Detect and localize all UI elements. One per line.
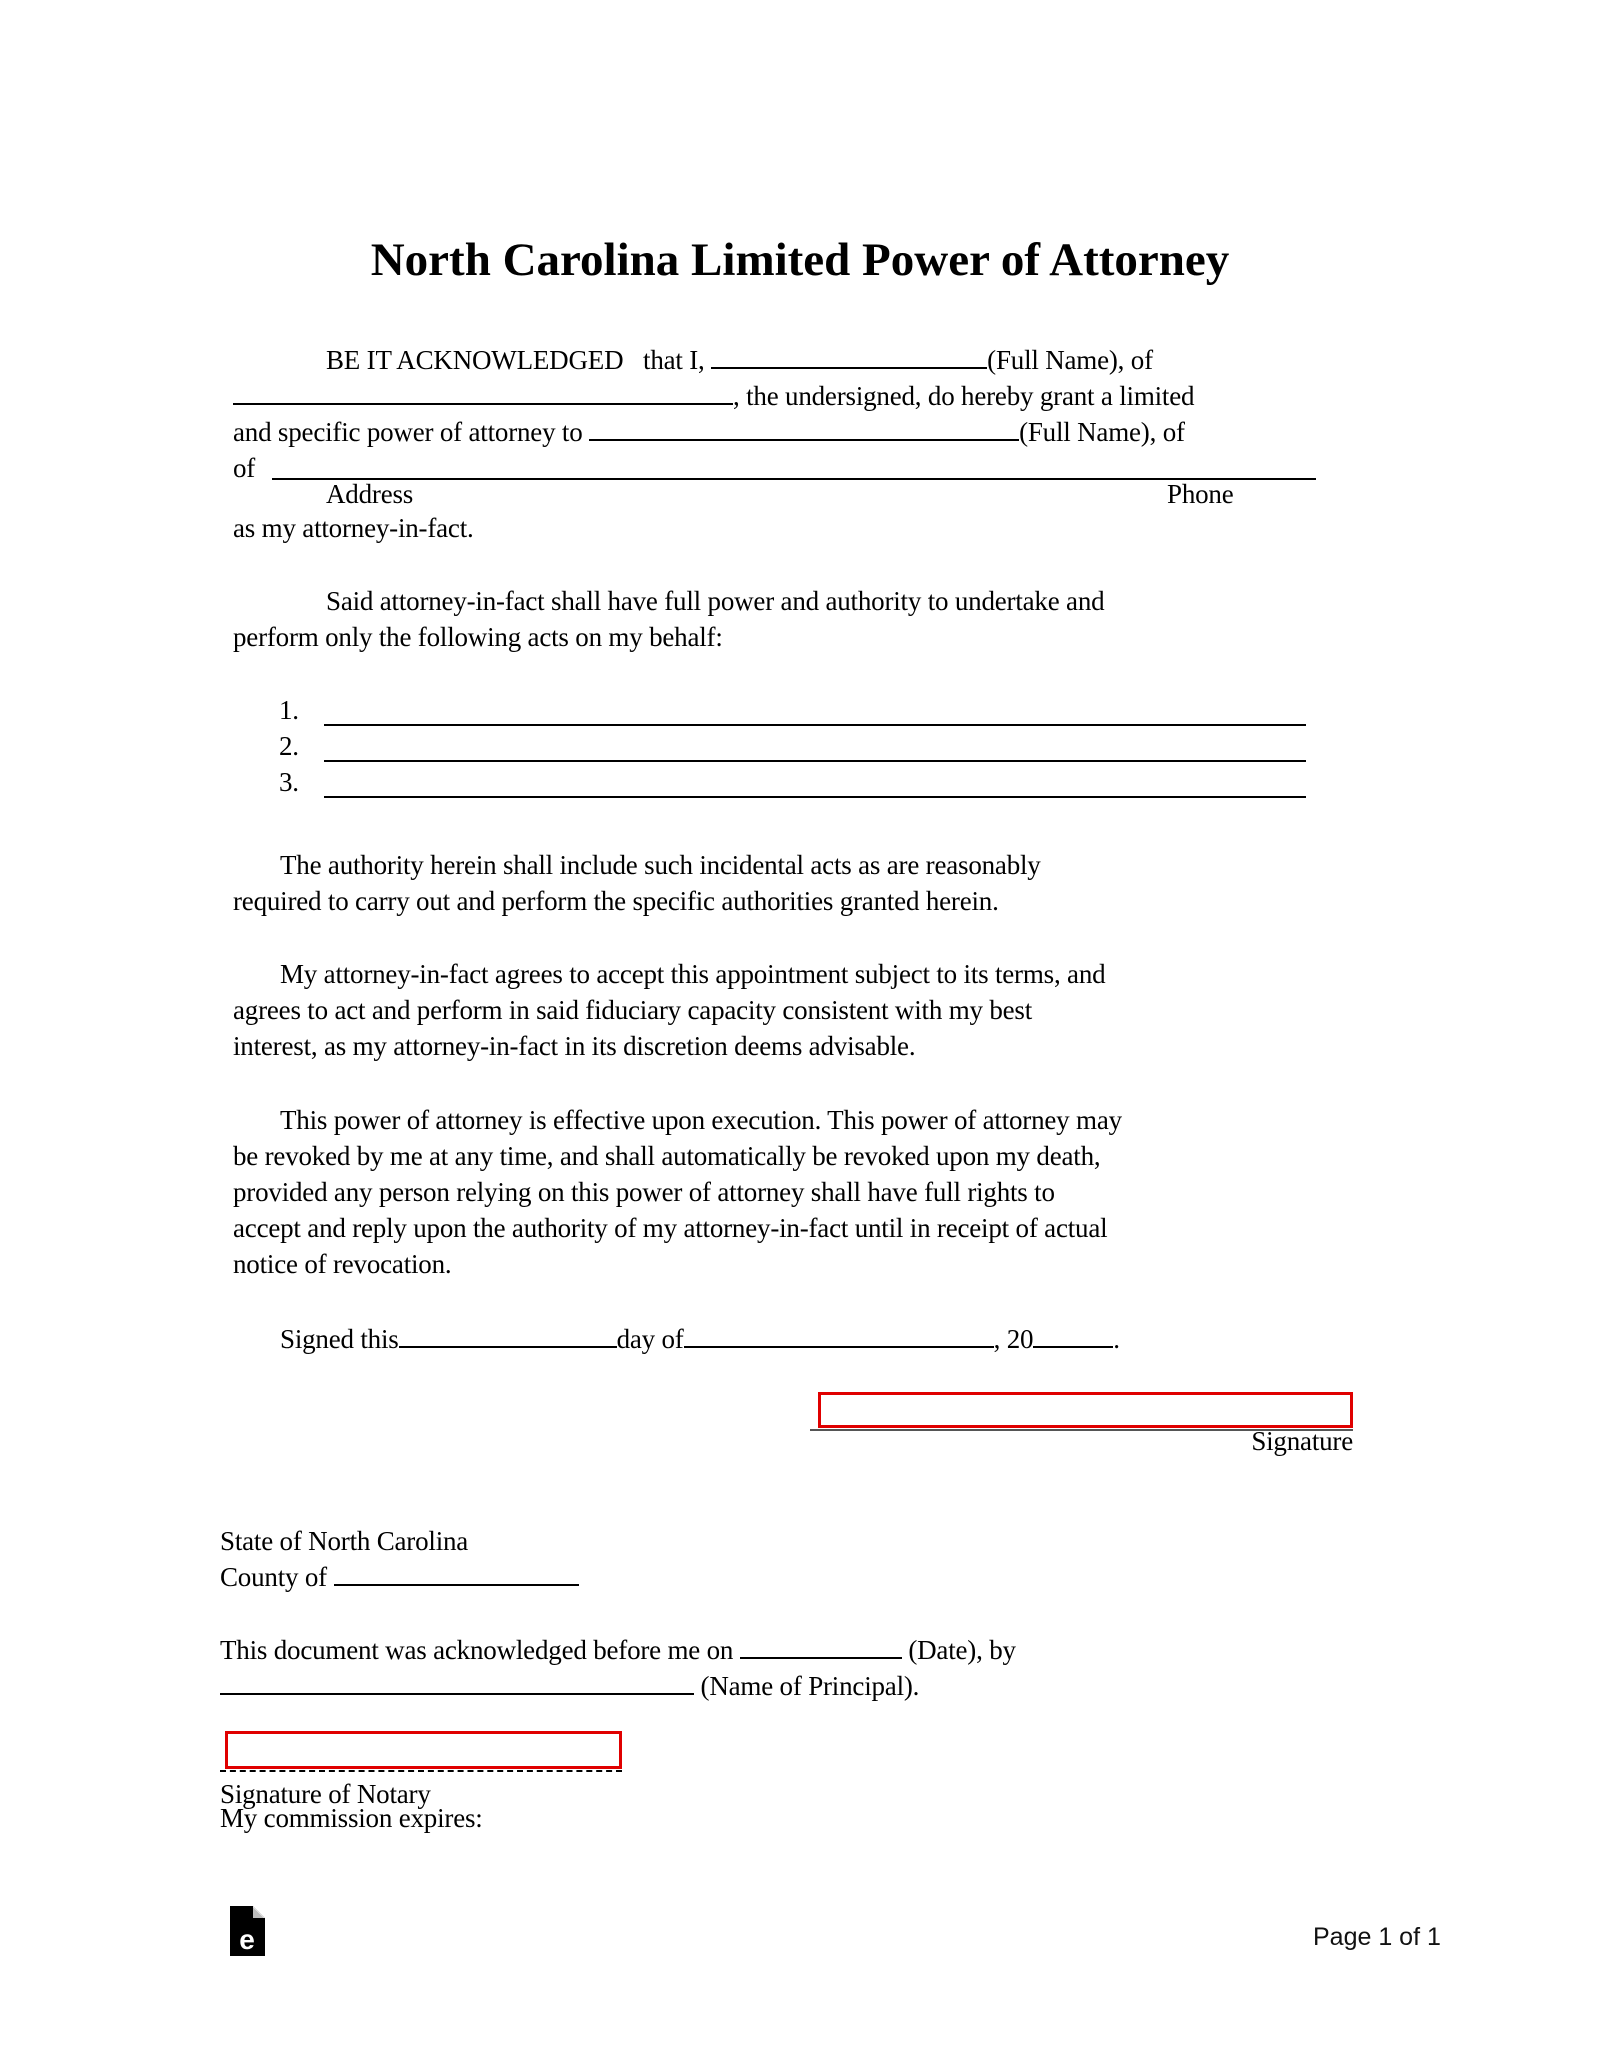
agent-full-name-label: (Full Name), of <box>1019 417 1185 447</box>
act-number: 2. <box>279 731 299 761</box>
signed-year-field[interactable] <box>1033 1324 1113 1348</box>
signature-label: Signature <box>1251 1426 1353 1456</box>
logo-letter: e <box>239 1924 255 1955</box>
acts-paragraph-line-1: Said attorney-in-fact shall have full power and authority to undertake and <box>326 586 1105 616</box>
act-field-2[interactable] <box>324 760 1306 762</box>
phone-label: Phone <box>1167 479 1234 509</box>
incidental-line-1: The authority herein shall include such incidental acts as are reasonably <box>280 850 1041 880</box>
act-number: 3. <box>279 767 299 797</box>
intro-line-4: of <box>233 453 256 483</box>
specific-power-text: and specific power of attorney to <box>233 417 590 447</box>
intro-line-5: as my attorney-in-fact. <box>233 513 474 543</box>
acts-paragraph-line-2: perform only the following acts on my behalf: <box>233 622 723 652</box>
intro-line-3 <box>233 414 1185 450</box>
intro-line-2 <box>233 378 1194 414</box>
signed-month-field[interactable] <box>684 1324 994 1348</box>
signed-day-field[interactable] <box>399 1324 617 1348</box>
notary-state: State of North Carolina <box>220 1526 469 1556</box>
county-field[interactable] <box>334 1562 579 1586</box>
effective-line-1: This power of attorney is effective upon execution. This power of attorney may <box>280 1105 1122 1135</box>
principal-address-field[interactable] <box>233 381 733 405</box>
address-label: Address <box>326 479 414 509</box>
notary-signature-field[interactable] <box>225 1731 622 1769</box>
act-number: 1. <box>279 695 299 725</box>
act-item-1 <box>279 692 325 728</box>
full-name-label: (Full Name), of <box>987 345 1153 375</box>
act-item-2 <box>279 728 325 764</box>
notary-signature-label: Signature of Notary <box>220 1779 431 1809</box>
intro-acknowledged-text: BE IT ACKNOWLEDGED that I, <box>326 345 712 375</box>
period-text: . <box>1113 1324 1120 1354</box>
effective-line-2: be revoked by me at any time, and shall automatically be revoked upon my death, <box>233 1141 1101 1171</box>
incidental-line-2: required to carry out and perform the specific authorities granted herein. <box>233 886 999 916</box>
signed-this-text: Signed this <box>280 1324 399 1354</box>
acknowledged-text: This document was acknowledged before me on <box>220 1635 740 1665</box>
ack-date-field[interactable] <box>740 1635 902 1659</box>
intro-line-1 <box>326 342 1153 378</box>
notary-signature-line <box>220 1770 622 1772</box>
notary-county-line <box>220 1559 579 1595</box>
principal-name-field[interactable] <box>711 345 987 369</box>
agreement-line-2: agrees to act and perform in said fiduciary capacity consistent with my best <box>233 995 1033 1025</box>
day-of-text: day of <box>616 1324 684 1354</box>
name-of-principal-text: (Name of Principal). <box>694 1671 920 1701</box>
eforms-document-icon <box>230 1906 265 1956</box>
undersigned-text: , the undersigned, do hereby grant a limited <box>733 381 1195 411</box>
act-item-3 <box>279 764 325 800</box>
agent-address-phone-field[interactable] <box>272 478 1316 480</box>
effective-line-4: accept and reply upon the authority of my attorney-in-fact until in receipt of actual <box>233 1213 1108 1243</box>
agent-name-field[interactable] <box>589 417 1019 441</box>
document-title: North Carolina Limited Power of Attorney <box>370 234 1230 286</box>
year-prefix-text: , 20 <box>993 1324 1034 1354</box>
act-field-1[interactable] <box>324 724 1306 726</box>
agreement-line-1: My attorney-in-fact agrees to accept this appointment subject to its terms, and <box>280 959 1106 989</box>
principal-name-notary-field[interactable] <box>220 1671 694 1695</box>
act-field-3[interactable] <box>324 796 1306 798</box>
effective-line-3: provided any person relying on this power of attorney shall have full rights to <box>233 1177 1055 1207</box>
page-indicator: Page 1 of 1 <box>1313 1923 1441 1951</box>
notary-ack-line-2 <box>220 1668 919 1704</box>
notary-ack-line-1 <box>220 1632 1016 1668</box>
signed-date-line <box>280 1321 1120 1357</box>
agreement-line-3: interest, as my attorney-in-fact in its discretion deems advisable. <box>233 1031 916 1061</box>
commission-expires-label: My commission expires: <box>220 1803 483 1833</box>
county-of-text: County of <box>220 1562 334 1592</box>
effective-line-5: notice of revocation. <box>233 1249 452 1279</box>
date-by-text: (Date), by <box>901 1635 1016 1665</box>
